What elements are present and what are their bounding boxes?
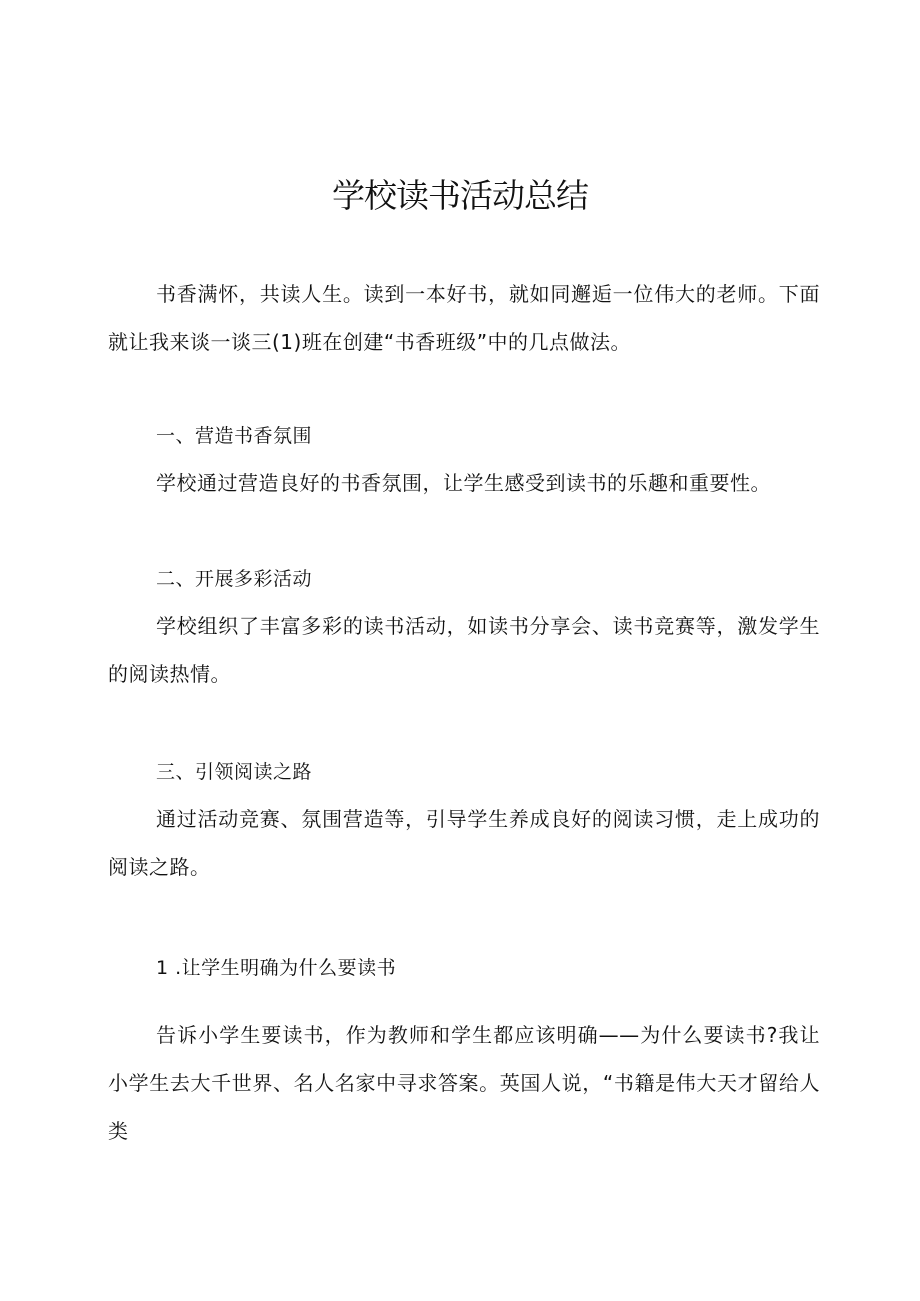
section-heading-4: 1 .让学生明确为什么要读书: [156, 957, 397, 979]
section-body-3: 通过活动竞赛、氛围营造等，引导学生养成良好的阅读习惯，走上成功的阅读之路。: [108, 807, 820, 879]
intro-paragraph: 书香满怀，共读人生。读到一本好书，就如同邂逅一位伟大的老师。下面就让我来谈一谈三(1)班在创建“书香班级”中的几点做法。: [108, 282, 820, 354]
section-heading-3: 三、引领阅读之路: [156, 761, 313, 783]
section-heading-2: 二、开展多彩活动: [156, 568, 313, 590]
section-body-1: 学校通过营造良好的书香氛围，让学生感受到读书的乐趣和重要性。: [156, 471, 771, 495]
section-body-4: 告诉小学生要读书，作为教师和学生都应该明确——为什么要读书?我让小学生去大千世界、名人名家中寻求答案。英国人说，“书籍是伟大天才留给人类: [108, 1023, 820, 1143]
section-body-2: 学校组织了丰富多彩的读书活动，如读书分享会、读书竞赛等，激发学生的阅读热情。: [108, 614, 820, 686]
page-title: 学校读书活动总结: [332, 176, 588, 215]
section-heading-1: 一、营造书香氛围: [156, 425, 313, 447]
